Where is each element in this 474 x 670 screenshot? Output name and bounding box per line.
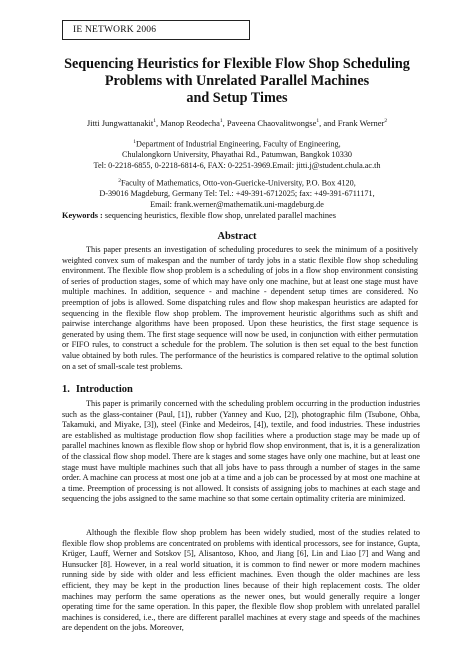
section-heading-introduction (62, 383, 139, 396)
body-paragraph: Although the flexible flow shop problem has been widely studied, most of the studies related to flexible flow shop problems are concentrated on problems with identical processors, see for instance, Gupta, Krüger, Lauff, Werner and Sotskov [5], Alisantoso, Khoo, and Jiang [6], Lin and Liao [7] and Wang and Hunsucker [8]. However, in a real world situation, it is common to find newer or more modern machines running side by side with older and less efficient machines. Even though the older machines are less efficient, they may be kept in the production lines because of their high replacement costs. The older machines may perform the same operations as the newer ones, but would generally require a longer operating time for the same operation. In this paper, the flexible flow shop problem with unrelated parallel machines is considered, i.e., there are different parallel machines at every stage and speeds of the machines are dependent on the jobs. Moreover, (62, 528, 420, 633)
section-number: 1. (62, 384, 70, 395)
author-list (20, 116, 454, 129)
author-name: Paveena Chaovalitwongse (226, 117, 317, 128)
author-affiliation-mark: 2 (384, 118, 388, 124)
journal-header-box (62, 20, 250, 40)
body-paragraph: This paper is primarily concerned with the scheduling problem occurring in the production industries such as the glass-container (Paul, [1]), rubber (Yanney and Kuo, [2]), photographic film (Tsubone, Ohba, Takamuki, and Miyake, [3]), steel (Finke and Medeiros, [4]), textile, and food industries. These industries are established as multistage production flow shop facilities where a production stage may be made up of parallel machines known as flexible flow shop or hybrid flow shop environment, that is, it is a generalization of the classical flow shop model. There are k stages and some stages have only one machine, but at least one stage must have multiple machines such that all jobs have to pass through a number of stages in the same order. A machine can process at most one job at a time and a job can be processed by at most one machine at a time. Preemption of processing is not allowed. It consists of assigning jobs to machines at each stage and sequencing the jobs assigned to the same machine so that some certain optimality criteria are minimized. (62, 399, 420, 504)
keywords (62, 210, 422, 221)
author-separator: , (222, 117, 227, 128)
keywords-label: Keywords : (62, 211, 103, 220)
affiliation-contact: Tel: 0-2218-6855, 0-2218-6814-6, FAX: 0-2251-3969.Email: jitti.j@student.chula.ac.th (93, 160, 381, 170)
author-separator: , (155, 117, 161, 128)
affiliation-contact: Email: frank.werner@mathematik.uni-magdeburg.de (150, 199, 324, 209)
author-separator: , and (319, 117, 338, 128)
author-affiliation-mark: 1 (316, 118, 320, 124)
affiliation-2 (20, 176, 454, 210)
keywords-text: sequencing heuristics, flexible flow shop, unrelated parallel machines (102, 211, 336, 220)
affiliation-line: Chulalongkorn University, Phayathai Rd., Patumwan, Bangkok 10330 (121, 150, 353, 160)
paper-title (40, 56, 434, 107)
author-name: Jitti Jungwattanakit (86, 117, 154, 128)
title-line-1: Sequencing Heuristics for Flexible Flow Shop Scheduling (64, 56, 410, 72)
affiliation-line: Department of Industrial Engineering, Faculty of Engineering, (136, 139, 341, 149)
section-title: Introduction (75, 384, 133, 395)
title-line-2: Problems with Unrelated Parallel Machines (104, 73, 370, 89)
abstract-body: This paper presents an investigation of scheduling procedures to seek the minimum of a positively weighted convex sum of makespan and the number of tardy jobs in a static flexible flow shop scheduling environment. The flexible flow shop problem is a scheduling of jobs in a flow shop environment consisting of series of production stages, some of which may have only one machine, but at least one stage must have multiple machines. In addition, sequence - and machine - dependent setup times are considered. No preemption of jobs is allowed. Some dispatching rules and flow shop makespan heuristics are adapted for sequencing in the flexible flow shop problem. The improvement heuristic algorithms such as shift and pairwise interchange algorithms have been proposed. Upon these heuristics, the first stage sequence is generated by using them. The first stage sequence will now be used, in conjunction with either permutation or FIFO rules, to construct a schedule for the problem. The solution is then set equal to the best function value obtained by both rules. The performance of the heuristics is compared relative to the optimal solution on a set of small-scale test problems. (62, 245, 418, 371)
affiliation-line: D-39016 Magdeburg, Germany Tel: Tel.: +49-391-6712025; fax: +49-391-6711171, (99, 189, 375, 199)
affiliation-mark: 1 (133, 139, 137, 145)
author-name: Frank Werner (337, 117, 385, 128)
affiliation-mark: 2 (118, 178, 121, 184)
title-line-3: and Setup Times (186, 90, 288, 106)
author-affiliation-mark: 1 (219, 118, 223, 124)
author-affiliation-mark: 1 (153, 118, 156, 124)
abstract-heading: Abstract (217, 231, 257, 242)
author-name: Manop Reodecha (160, 117, 220, 128)
affiliation-1 (20, 137, 454, 171)
journal-name: IE NETWORK 2006 (73, 25, 157, 35)
affiliation-line: Faculty of Mathematics, Otto-von-Guericke-University, P.O. Box 4120, (120, 178, 356, 188)
